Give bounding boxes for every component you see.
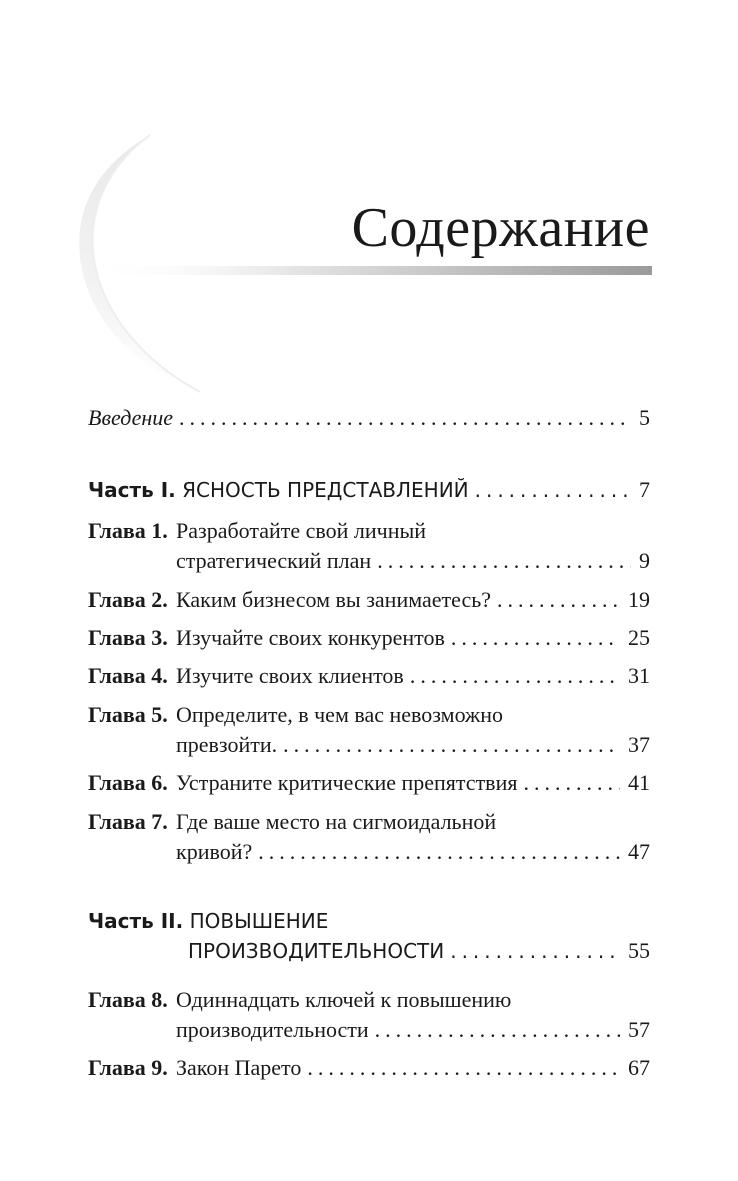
page-number: 47 (628, 839, 650, 864)
toc-chapter-3[interactable] (88, 623, 650, 653)
page-number: 7 (639, 477, 650, 502)
toc-part-2[interactable] (88, 906, 650, 966)
toc-part-1[interactable] (88, 475, 650, 505)
chapter-title: Разработайте свой личный (176, 518, 427, 543)
toc-chapter-6[interactable] (88, 768, 650, 798)
part-prefix: Часть I. (88, 478, 176, 502)
chapter-prefix: Глава 5. (88, 702, 168, 727)
toc-chapter-7[interactable] (88, 807, 650, 867)
chapter-prefix: Глава 6. (88, 770, 168, 795)
dot-leader (179, 403, 631, 433)
dot-leader (450, 936, 620, 966)
part-title: ПОВЫШЕНИЕ (189, 909, 329, 933)
chapter-title: Определите, в чем вас невозможно (176, 702, 503, 727)
page-title: Содержание (351, 197, 650, 259)
chapter-title: Каким бизнесом вы занимаетесь? (176, 587, 492, 612)
intro-label: Введение (88, 405, 174, 430)
chapter-prefix: Глава 7. (88, 809, 168, 834)
dot-leader (523, 768, 620, 798)
toc-chapter-9[interactable] (88, 1053, 650, 1083)
dot-leader (497, 585, 620, 615)
dot-leader (307, 1053, 620, 1083)
part-title: ЯСНОСТЬ ПРЕДСТАВЛЕНИЙ (182, 478, 469, 502)
dot-leader (451, 623, 620, 653)
chapter-title: Устраните критические препятствия (176, 770, 518, 795)
page-number: 41 (628, 770, 650, 795)
dot-leader (375, 1015, 620, 1045)
dot-leader (377, 546, 631, 576)
toc-chapter-2[interactable] (88, 585, 650, 615)
chapter-title: Изучите своих клиентов (176, 663, 404, 688)
page-number: 5 (639, 405, 650, 430)
part-prefix: Часть II. (88, 909, 184, 933)
toc-chapter-5[interactable] (88, 700, 650, 760)
dot-leader (475, 475, 631, 505)
part-title-cont: ПРОИЗВОДИТЕЛЬНОСТИ (188, 939, 445, 963)
page-number: 67 (628, 1055, 650, 1080)
chapter-prefix: Глава 1. (88, 518, 168, 543)
dot-leader (283, 730, 620, 760)
chapter-title-cont: стратегический план (176, 548, 372, 573)
chapter-prefix: Глава 8. (88, 987, 168, 1012)
page-number: 37 (628, 732, 650, 757)
chapter-title: Где ваше место на сигмоидальной (176, 809, 497, 834)
page-number: 55 (628, 938, 650, 963)
toc-chapter-8[interactable] (88, 985, 650, 1045)
toc-chapter-1[interactable] (88, 516, 650, 576)
page-number: 57 (628, 1017, 650, 1042)
chapter-prefix: Глава 4. (88, 663, 168, 688)
toc-entry-intro[interactable] (88, 403, 650, 433)
dot-leader (258, 837, 620, 867)
dot-leader (410, 661, 620, 691)
chapter-title-cont: превзойти. (176, 732, 278, 757)
chapter-title: Одиннадцать ключей к повышению (176, 987, 512, 1012)
chapter-title: Закон Парето (176, 1055, 302, 1080)
page-number: 31 (628, 663, 650, 688)
page-number: 19 (628, 587, 650, 612)
chapter-prefix: Глава 2. (88, 587, 168, 612)
chapter-prefix: Глава 3. (88, 625, 168, 650)
page-number: 25 (628, 625, 650, 650)
chapter-prefix: Глава 9. (88, 1055, 168, 1080)
chapter-title-cont: кривой? (176, 839, 253, 864)
chapter-title: Изучайте своих конкурентов (176, 625, 445, 650)
chapter-title-cont: производительности (176, 1017, 369, 1042)
toc-chapter-4[interactable] (88, 661, 650, 691)
page-number: 9 (639, 548, 650, 573)
